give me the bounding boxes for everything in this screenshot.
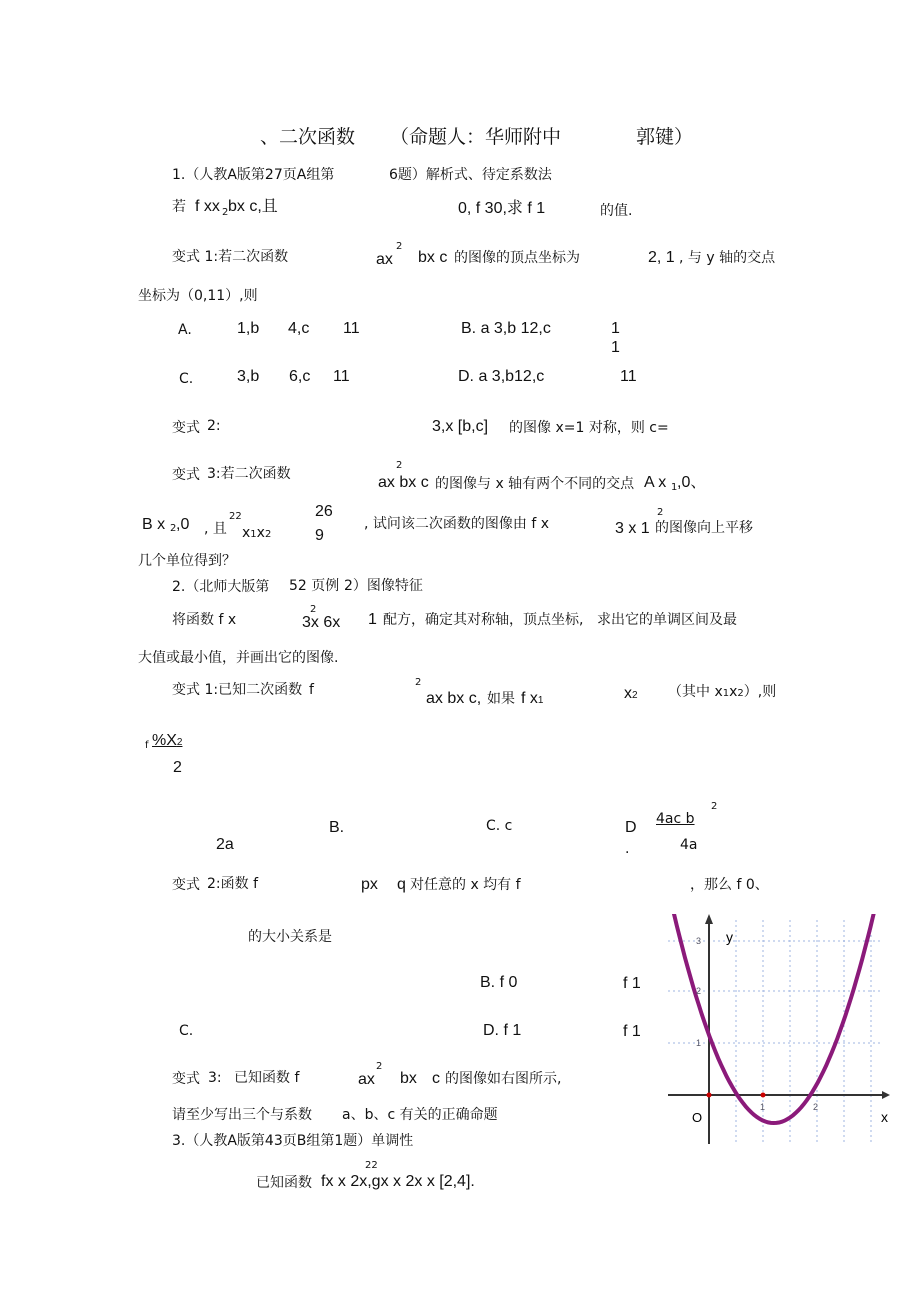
origin-label: O — [692, 1110, 703, 1125]
q2-v3-line2: 请至少写出三个与系数 — [172, 1107, 312, 1123]
q2-v1-fx1: f x1 — [521, 690, 544, 707]
q1-v3-fx-text: 的图像向上平移 — [655, 520, 753, 536]
axis-label-x: x — [881, 1109, 888, 1125]
q1-line1-d: 0, f 30,求 f 1 — [458, 200, 546, 217]
tick-y1: 1 — [696, 1038, 702, 1048]
q2-heading-num: 52 页例 — [289, 578, 340, 594]
q1-v3-pt-tail: ,0、 — [677, 474, 707, 491]
q2-v1-sup2: 2 — [415, 677, 422, 688]
q1-v2-expr: 3,x [b,c] — [432, 418, 489, 435]
title-prefix: 、二次函数 — [260, 126, 356, 148]
q2-v3-num: 3: — [208, 1070, 222, 1086]
parabola-curve — [671, 914, 890, 1123]
q1-v1-sup2: 2 — [396, 241, 403, 252]
q2-v3-c: c — [432, 1070, 440, 1087]
q2-v2-optD-f1: f 1 — [623, 1023, 641, 1040]
q1-v3-b-pt: B x — [142, 516, 166, 533]
q2-v3-ax: ax — [358, 1071, 375, 1088]
title-author: 郭键） — [636, 126, 694, 148]
q2-v2-optB-f1: f 1 — [623, 975, 641, 992]
q1-v1-optC-3: 11 — [333, 368, 350, 385]
q1-v3-pt: A x — [644, 474, 667, 491]
q1-v2-text: 的图像 x=1 对称，则 c= — [509, 420, 669, 436]
q2-heading: 2.（北师大版第 — [172, 579, 270, 595]
q1-v1-optD: D. a 3,b12,c — [458, 368, 545, 385]
q1-v1-optA-2: 4,c — [288, 320, 310, 337]
q2-v1-optD-den: 4a — [680, 837, 698, 853]
q1-v3-fx: 3 x 1 — [615, 520, 650, 537]
q2-line1-a: 将函数 f x — [172, 612, 237, 628]
q2-v3-line2-b: a、b、c 有关的正确命题 — [342, 1107, 498, 1123]
q1-v3-expr: ax bx c — [378, 474, 429, 491]
q2-v1-optB: B. — [329, 819, 345, 836]
q1-v3-x1x2: x1x2 — [242, 525, 272, 541]
q1-v3-label: 变式 — [172, 467, 200, 483]
q1-v3-pt-sub: 1 — [671, 482, 678, 493]
tick-x1: 1 — [760, 1102, 766, 1112]
q1-v3-comma-and: , 且 — [204, 521, 227, 537]
q3-expr: fx x 2x,gx x 2x x [2,4]. — [321, 1173, 475, 1190]
q1-v2-num: 2: — [207, 418, 221, 434]
q1-v1-optD-val: 11 — [620, 368, 637, 385]
q1-v3-frac-num: 26 — [315, 503, 333, 520]
q1-v3-sup2: 2 — [396, 460, 403, 471]
q2-v2-num: 2:函数 f — [207, 876, 259, 892]
q2-v3-sup2: 2 — [376, 1061, 383, 1072]
q2-v2-q: q — [397, 876, 406, 893]
q2-expr: 3x 6x — [302, 614, 341, 631]
q2-v1-f-small: f — [145, 740, 149, 751]
q2-v1-frac-den: 2 — [173, 759, 182, 776]
y-axis-arrow — [705, 914, 713, 924]
q1-line1-sub: 2 — [222, 207, 229, 218]
q2-v2-expr: px — [361, 876, 378, 893]
q1-v3-ask: , 试问该二次函数的图像由 f x — [364, 516, 550, 532]
q2-v2-optB: B. f 0 — [480, 974, 518, 991]
x1-dot — [761, 1093, 766, 1098]
q2-v1-optD-sup: 2 — [711, 801, 718, 812]
q3-known: 已知函数 — [256, 1175, 312, 1191]
q1-v1-optA-label: A. — [178, 322, 192, 338]
q2-v1-expr: ax bx c, — [426, 690, 482, 707]
axis-label-y: y — [726, 929, 733, 945]
q1-v1-optB-val1: 1 — [611, 320, 620, 337]
q1-v1-tail: , 与 y 轴的交点 — [679, 250, 776, 266]
q2-v3-label: 变式 — [172, 1071, 200, 1087]
q2-v1-label: 变式 1:已知二次函数 — [172, 682, 303, 698]
q2-v2-label: 变式 — [172, 877, 200, 893]
q2-line1-text2: 求出它的单调区间及最 — [597, 612, 737, 628]
q2-v3-bx: bx — [400, 1070, 417, 1087]
q1-v3-text: 的图像与 x 轴有两个不同的交点 — [435, 476, 635, 492]
q1-v3-b-tail: ,0 — [176, 516, 190, 533]
q1-v1-line2: 坐标为（0,11）,则 — [138, 288, 258, 304]
q2-v1-optA-den: 2a — [216, 836, 234, 853]
q1-v1-label: 变式 1:若二次函数 — [172, 249, 289, 265]
q2-v2-optC: C. — [179, 1023, 194, 1039]
q2-expr-tail: 1 — [368, 611, 377, 628]
q2-sup2: 2 — [310, 604, 317, 615]
q3-sup22: 22 — [365, 1160, 378, 1171]
q2-v2-line2: 的大小关系是 — [248, 929, 332, 945]
q2-line2: 大值或最小值，并画出它的图像. — [138, 650, 339, 666]
tick-y3: 3 — [696, 936, 702, 946]
q1-v1-optA-3: 11 — [343, 320, 360, 337]
q1-v1-optB-val2: 1 — [611, 339, 620, 356]
q1-v1-optC-label: C. — [179, 371, 194, 387]
q1-v1-mid: bx c — [418, 249, 448, 266]
q1-v3-line3: 几个单位得到？ — [138, 553, 236, 569]
q2-v1-x2: x2 — [624, 685, 638, 702]
q2-v1-if: 如果 — [487, 691, 515, 707]
q1-v3-sup2b: 2 — [657, 507, 664, 518]
q1-v3-b-sub: 2 — [170, 523, 177, 534]
q1-v2-label: 变式 — [172, 420, 200, 436]
origin-dot — [707, 1093, 712, 1098]
q1-v1-mid-text: 的图像的顶点坐标为 — [454, 250, 580, 266]
q2-v1-frac-num: %X2 — [152, 732, 183, 749]
q1-line1-e: 的值. — [600, 203, 633, 219]
q2-v1-optD: D — [625, 819, 637, 836]
q2-heading-tail: 2）图像特征 — [344, 578, 423, 594]
q2-v3-known: 已知函数 f — [234, 1070, 300, 1086]
parabola-graph — [666, 914, 890, 1146]
q1-v1-vertex: 2, 1 — [648, 249, 675, 266]
tick-y2: 2 — [696, 986, 702, 996]
q2-v2-optD: D. f 1 — [483, 1022, 522, 1039]
q1-v3-num: 3:若二次函数 — [207, 466, 291, 482]
q2-v2-text: 对任意的 x 均有 f — [410, 877, 521, 893]
q1-v1-ax: ax — [376, 251, 393, 268]
q3-heading: 3.（人教A版第43页B组第1题）单调性 — [172, 1133, 414, 1149]
q1-v3-sup22: 22 — [229, 511, 242, 522]
q2-v1-cond: （其中 x1x2）,则 — [668, 684, 777, 700]
q2-v1-optD-num: 4ac b — [656, 811, 695, 827]
q1-line1-b: f xx — [195, 198, 220, 215]
title-author-note: （命题人：华师附中 — [390, 126, 562, 148]
q1-line1-a: 若 — [172, 199, 186, 215]
q1-v1-optC-1: 3,b — [237, 368, 260, 385]
q2-v1-optD-dot: . — [625, 841, 630, 857]
x-axis-arrow — [882, 1091, 890, 1099]
q2-v1-f: f — [309, 682, 314, 698]
q1-v1-optA-1: 1,b — [237, 320, 260, 337]
q1-v1-optC-2: 6,c — [289, 368, 311, 385]
q2-v1-optC: C. c — [486, 818, 513, 834]
q2-v3-text: 的图像如右图所示, — [445, 1071, 562, 1087]
q2-line1-text: 配方，确定其对称轴，顶点坐标, — [383, 612, 584, 628]
q1-line1-c: bx c,且 — [228, 198, 278, 215]
q1-heading-num: 6题）解析式、待定系数法 — [389, 167, 552, 183]
tick-x2: 2 — [813, 1102, 819, 1112]
q1-v1-optB: B. a 3,b 12,c — [461, 320, 551, 337]
q1-v3-frac-den: 9 — [315, 527, 324, 544]
q2-v2-tail: ，那么 f 0、 — [690, 877, 769, 893]
q1-heading: 1.（人教A版第27页A组第 — [172, 167, 335, 183]
